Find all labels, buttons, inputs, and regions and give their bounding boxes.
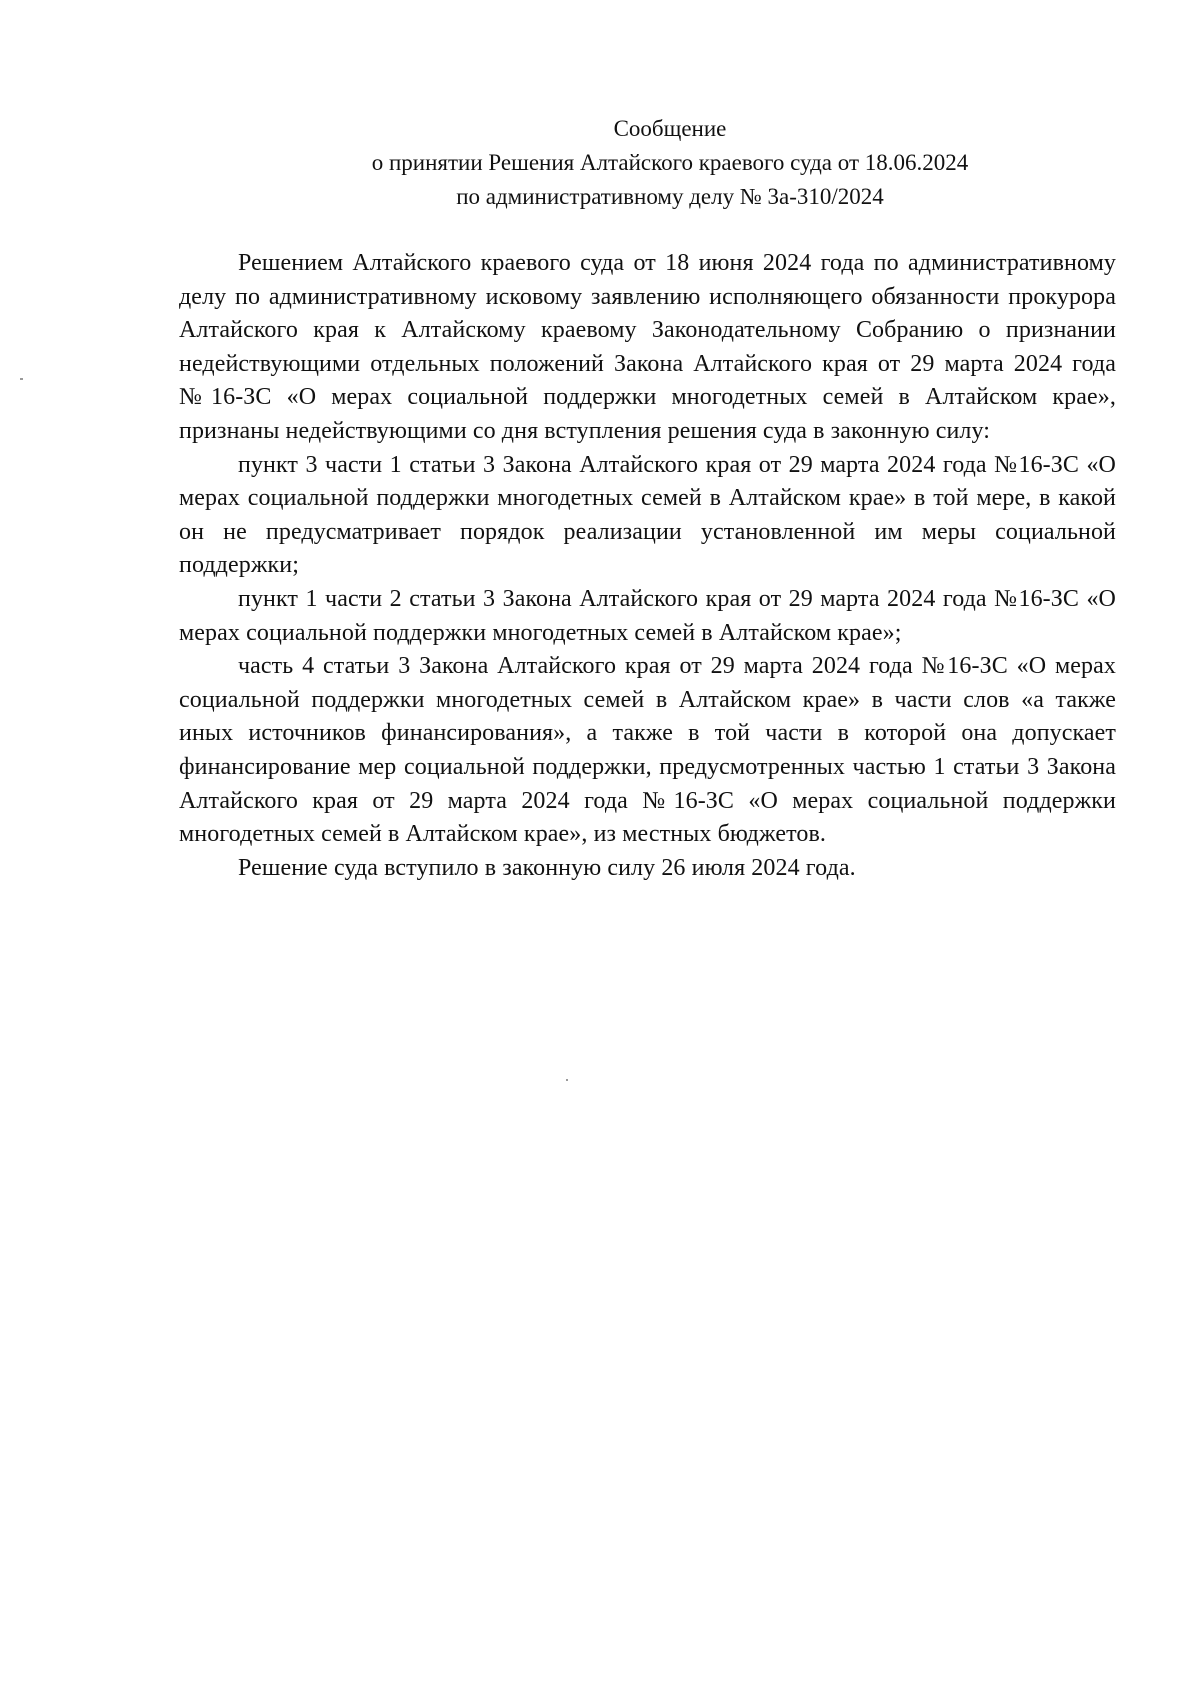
heading-title: Сообщение	[613, 116, 727, 141]
scan-artifact	[20, 378, 23, 380]
document-body	[179, 247, 1116, 885]
heading-case-number: по административному делу № 3а-310/2024	[456, 184, 884, 209]
paragraph-effective-date: Решение суда вступило в законную силу 26 июля 2024 года.	[238, 854, 856, 881]
paragraph-item-2: пункт 1 части 2 статьи 3 Закона Алтайского края от 29 марта 2024 года №16-ЗС «О мерах социальной поддержки многодетных семей в Алтайском крае»;	[179, 585, 1116, 646]
paragraph-item-3: часть 4 статьи 3 Закона Алтайского края от 29 марта 2024 года №16-ЗС «О мерах социальной поддержки многодетных семей в Алтайском крае» в части слов «а также иных источников финансирования», а также в той части в которой она допускает финансирование мер социальной поддержки, предусмотренных частью 1 статьи 3 Закона Алтайского края от 29 марта 2024 года №16-ЗС «О мерах социальной поддержки многодетных семей в Алтайском крае», из местных бюджетов.	[179, 653, 1116, 848]
scan-artifact	[566, 1079, 568, 1081]
document-heading	[180, 112, 1160, 214]
paragraph-decision: Решением Алтайского краевого суда от 18 июня 2024 года по административному делу по административному исковому заявлению исполняющего обязанности прокурора Алтайского края к Алтайскому краевому Законодательному Собранию о признании недействующими отдельных положений Закона Алтайского края от 29 марта 2024 года №16-ЗС «О мерах социальной поддержки многодетных семей в Алтайском крае», признаны недействующими со дня вступления решения суда в законную силу:	[179, 250, 1116, 444]
paragraph-item-1: пункт 3 части 1 статьи 3 Закона Алтайского края от 29 марта 2024 года №16-ЗС «О мерах социальной поддержки многодетных семей в Алтайском крае» в той мере, в какой он не предусматривает порядок реализации установленной им меры социальной поддержки;	[179, 451, 1116, 579]
heading-subtitle: о принятии Решения Алтайского краевого суда от 18.06.2024	[371, 150, 969, 175]
